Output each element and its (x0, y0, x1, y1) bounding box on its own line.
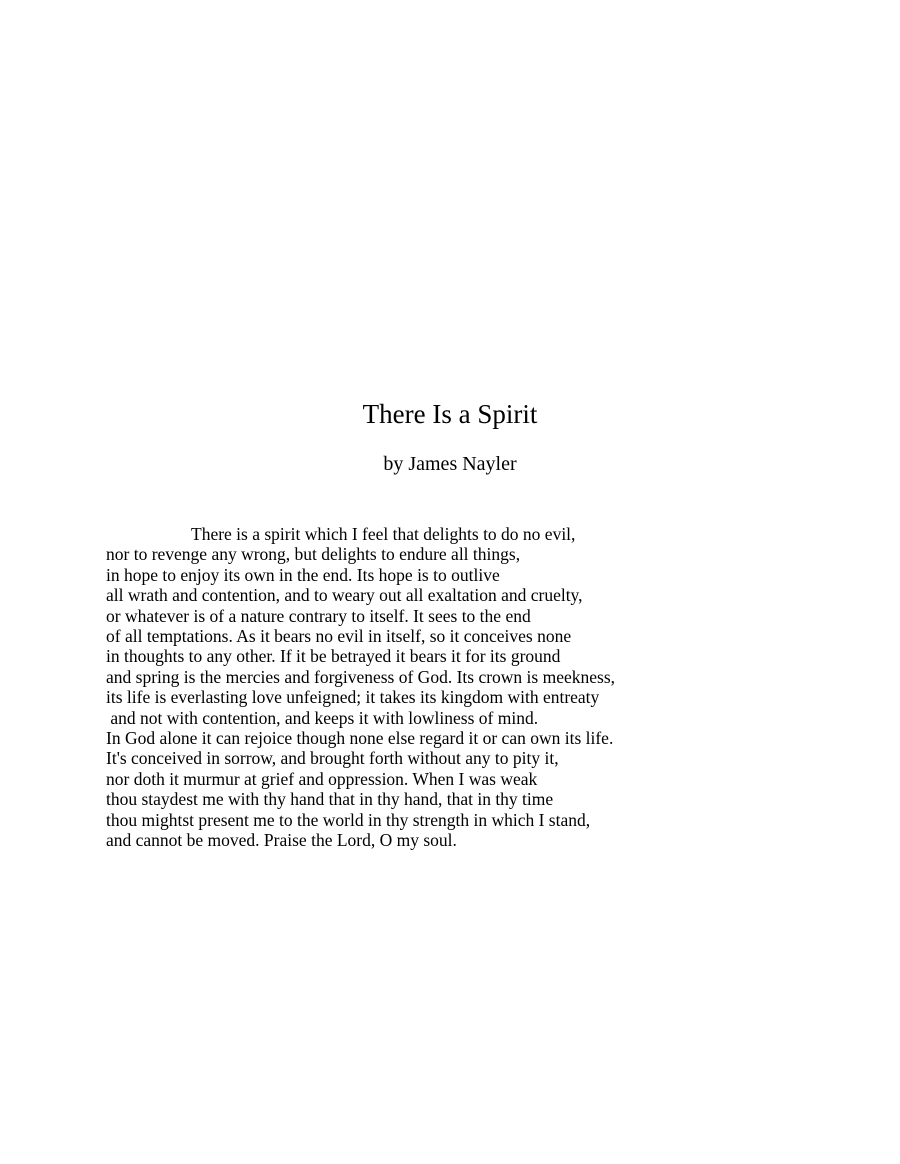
poem-line: nor to revenge any wrong, but delights to endure all things, (106, 544, 521, 565)
poem-line: of all temptations. As it bears no evil in itself, so it conceives none (106, 626, 572, 647)
poem-line: There is a spirit which I feel that delights to do no evil, (191, 524, 576, 544)
poem-line: in hope to enjoy its own in the end. Its hope is to outlive (106, 564, 500, 585)
poem-author: by James Nayler (383, 453, 517, 475)
poem-line: In God alone it can rejoice though none else regard it or can own its life. (106, 728, 614, 749)
poem-line: and cannot be moved. Praise the Lord, O my soul. (106, 830, 457, 851)
poem-line: in thoughts to any other. If it be betrayed it bears it for its ground (106, 646, 561, 667)
poem-line: thou staydest me with thy hand that in thy hand, that in thy time (106, 789, 554, 810)
poem-line: and spring is the mercies and forgiveness of God. Its crown is meekness, (106, 666, 616, 687)
poem-body (106, 524, 806, 851)
poem-line: and not with contention, and keeps it with lowliness of mind. (106, 707, 539, 728)
poem-line: thou mightst present me to the world in thy strength in which I stand, (106, 809, 591, 830)
poem-title: There Is a Spirit (362, 399, 538, 429)
poem-line: It's conceived in sorrow, and brought forth without any to pity it, (106, 748, 559, 769)
poem-line: or whatever is of a nature contrary to itself. It sees to the end (106, 605, 531, 626)
poem-line: its life is everlasting love unfeigned; it takes its kingdom with entreaty (106, 687, 600, 708)
poem-line: nor doth it murmur at grief and oppression. When I was weak (106, 768, 538, 789)
poem-line: all wrath and contention, and to weary out all exaltation and cruelty, (106, 585, 583, 606)
